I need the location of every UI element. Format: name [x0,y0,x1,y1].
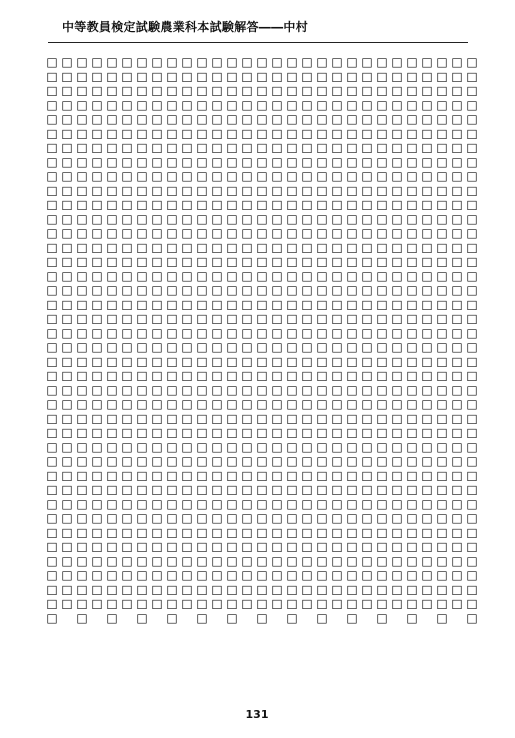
text-column: □□□□□□□□□□□□□□□□□□□□□□□□□□□□□□□□□□□□□□□□ [405,55,419,625]
text-column: □□□□□□□□□□□□□□□□□□□□□□□□□□□□□□□□□□□□□□□ [210,55,224,611]
text-column: □□□□□□□□□□□□□□□□□□□□□□□□□□□□□□□□□□□□□□□ [150,55,164,611]
text-column: □□□□□□□□□□□□□□□□□□□□□□□□□□□□□□□□□□□□□□□□ [465,55,479,625]
running-head: 中等教員検定試験農業科本試験解答――中村 [62,20,309,34]
text-column: □□□□□□□□□□□□□□□□□□□□□□□□□□□□□□□□□□□□□□□ [90,55,104,611]
text-column: □□□□□□□□□□□□□□□□□□□□□□□□□□□□□□□□□□□□□□□□ [225,55,239,625]
text-column: □□□□□□□□□□□□□□□□□□□□□□□□□□□□□□□□□□□□□□□□ [45,55,59,625]
text-column: □□□□□□□□□□□□□□□□□□□□□□□□□□□□□□□□□□□□□□□□ [375,55,389,625]
page-number: 131 [245,708,269,721]
text-column: □□□□□□□□□□□□□□□□□□□□□□□□□□□□□□□□□□□□□□□ [300,55,314,611]
text-column: □□□□□□□□□□□□□□□□□□□□□□□□□□□□□□□□□□□□□□□□ [345,55,359,625]
text-column: □□□□□□□□□□□□□□□□□□□□□□□□□□□□□□□□□□□□□□□ [270,55,284,611]
text-column: □□□□□□□□□□□□□□□□□□□□□□□□□□□□□□□□□□□□□□□□ [105,55,119,625]
text-column: □□□□□□□□□□□□□□□□□□□□□□□□□□□□□□□□□□□□□□□ [420,55,434,611]
text-column: □□□□□□□□□□□□□□□□□□□□□□□□□□□□□□□□□□□□□□□ [240,55,254,611]
vertical-text-area [44,55,479,695]
text-column: □□□□□□□□□□□□□□□□□□□□□□□□□□□□□□□□□□□□□□□ [120,55,134,611]
text-column: □□□□□□□□□□□□□□□□□□□□□□□□□□□□□□□□□□□□□□□ [180,55,194,611]
text-column: □□□□□□□□□□□□□□□□□□□□□□□□□□□□□□□□□□□□□□□ [360,55,374,611]
text-column: □□□□□□□□□□□□□□□□□□□□□□□□□□□□□□□□□□□□□□□□ [435,55,449,625]
text-column: □□□□□□□□□□□□□□□□□□□□□□□□□□□□□□□□□□□□□□□□ [255,55,269,625]
text-column: □□□□□□□□□□□□□□□□□□□□□□□□□□□□□□□□□□□□□□□□ [75,55,89,625]
text-column: □□□□□□□□□□□□□□□□□□□□□□□□□□□□□□□□□□□□□□□□ [315,55,329,625]
text-column: □□□□□□□□□□□□□□□□□□□□□□□□□□□□□□□□□□□□□□□□ [285,55,299,625]
text-column: □□□□□□□□□□□□□□□□□□□□□□□□□□□□□□□□□□□□□□□ [450,55,464,611]
text-column: □□□□□□□□□□□□□□□□□□□□□□□□□□□□□□□□□□□□□□□ [390,55,404,611]
text-column: □□□□□□□□□□□□□□□□□□□□□□□□□□□□□□□□□□□□□□□□ [135,55,149,625]
header-rule [48,42,468,43]
text-column: □□□□□□□□□□□□□□□□□□□□□□□□□□□□□□□□□□□□□□□□ [165,55,179,625]
text-column: □□□□□□□□□□□□□□□□□□□□□□□□□□□□□□□□□□□□□□□ [330,55,344,611]
text-column: □□□□□□□□□□□□□□□□□□□□□□□□□□□□□□□□□□□□□□□ [60,55,74,611]
text-column: □□□□□□□□□□□□□□□□□□□□□□□□□□□□□□□□□□□□□□□□ [195,55,209,625]
